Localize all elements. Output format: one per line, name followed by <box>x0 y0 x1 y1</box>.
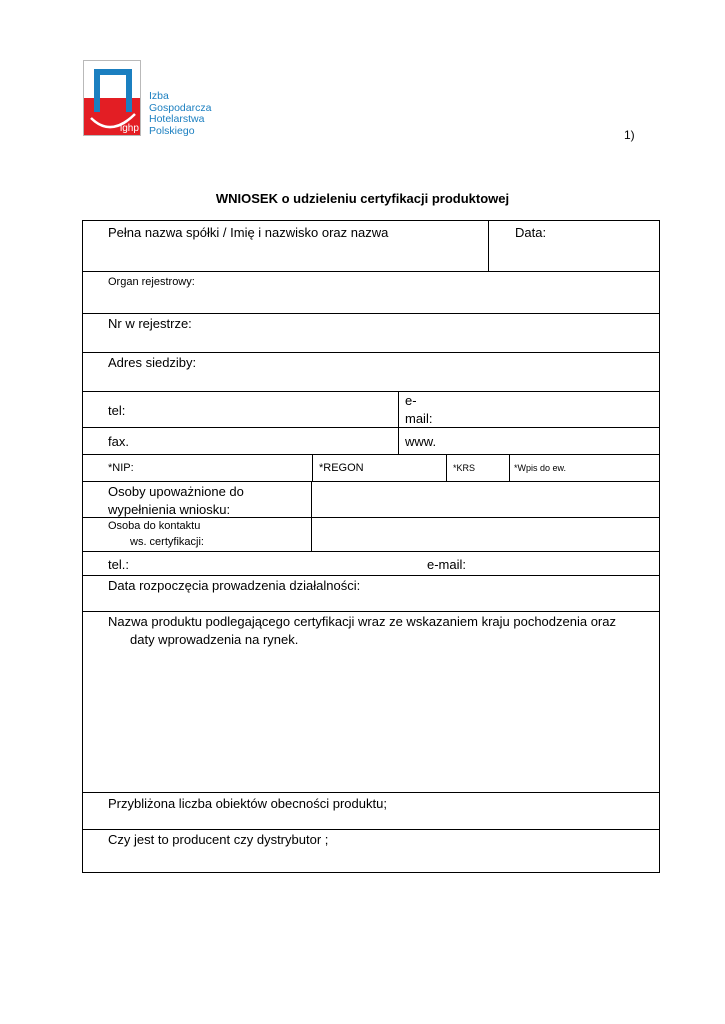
fax-label: fax. <box>108 434 129 449</box>
contact-label-1: Osoba do kontaktu <box>108 520 201 532</box>
row-divider <box>83 454 659 455</box>
producer-label: Czy jest to producent czy dystrybutor ; <box>108 832 329 847</box>
column-divider <box>509 454 510 481</box>
column-divider <box>488 221 489 271</box>
document-title: WNIOSEK o udzieleniu certyfikacji produktowej <box>215 191 510 206</box>
row-divider <box>83 611 659 612</box>
row-divider <box>83 352 659 353</box>
column-divider <box>312 454 313 481</box>
contact-email-label: e-mail: <box>427 557 467 572</box>
registry-organ-label: Organ rejestrowy: <box>108 276 195 288</box>
www-label: www. <box>405 434 437 449</box>
start-date-label: Data rozpoczęcia prowadzenia działalności: <box>108 578 361 593</box>
column-divider <box>398 391 399 454</box>
row-divider <box>83 427 659 428</box>
email-label-2: mail: <box>405 411 433 426</box>
ighp-logo-icon <box>83 60 141 136</box>
logo-line: Hotelarstwa <box>149 113 205 126</box>
authorized-label-2: wypełnienia wniosku: <box>108 502 231 517</box>
column-divider <box>446 454 447 481</box>
page-number: 1) <box>624 128 635 142</box>
column-divider <box>311 481 312 551</box>
authorized-label-1: Osoby upoważnione do <box>108 484 244 499</box>
row-divider <box>83 575 659 576</box>
contact-tel-label: tel.: <box>108 557 129 572</box>
contact-label-2: ws. certyfikacji: <box>130 536 204 548</box>
date-label: Data: <box>515 225 547 240</box>
address-label: Adres siedziby: <box>108 355 197 370</box>
nip-label: *NIP: <box>108 462 134 474</box>
logo-text <box>149 91 211 137</box>
logo-line: Izba <box>149 90 169 102</box>
objects-count-label: Przybliżona liczba obiektów obecności produktu; <box>108 796 387 811</box>
email-label-1: e- <box>405 393 417 408</box>
row-divider <box>83 391 659 392</box>
product-label-1: Nazwa produktu podlegającego certyfikacji wraz ze wskazaniem kraju pochodzenia oraz <box>108 614 616 629</box>
regon-label: *REGON <box>319 462 364 474</box>
logo-line: Gospodarcza <box>149 101 212 114</box>
wpis-label: *Wpis do ew. <box>514 463 567 473</box>
product-label-2: daty wprowadzenia na rynek. <box>130 632 299 647</box>
application-form <box>82 220 660 873</box>
logo-mark-text: ighp <box>120 123 139 134</box>
row-divider <box>83 271 659 272</box>
tel-label: tel: <box>108 403 126 418</box>
company-name-label: Pełna nazwa spółki / Imię i nazwisko oraz nazwa <box>108 225 389 240</box>
row-divider <box>83 313 659 314</box>
row-divider <box>311 517 659 518</box>
row-divider <box>83 551 659 552</box>
ighp-logo <box>83 60 213 140</box>
registry-number-label: Nr w rejestrze: <box>108 316 192 331</box>
logo-line: Polskiego <box>149 124 195 137</box>
row-divider <box>83 829 659 830</box>
krs-label: *KRS <box>453 463 476 473</box>
row-divider <box>83 792 659 793</box>
row-divider <box>83 481 659 482</box>
